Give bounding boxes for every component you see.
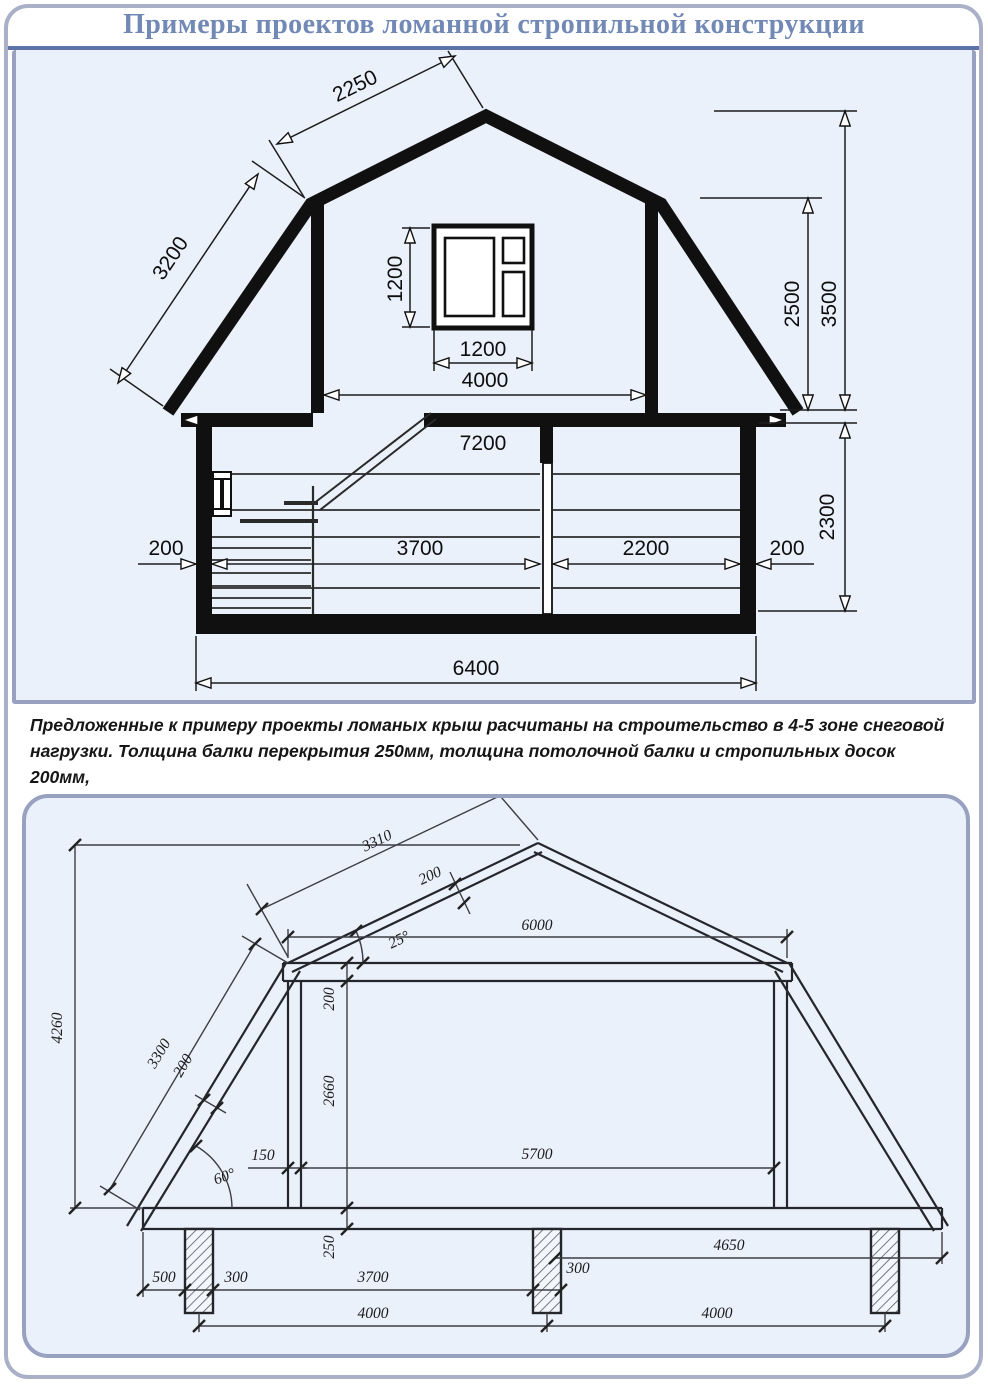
dim-label-wall-height: 2660 xyxy=(321,1075,338,1107)
post-left xyxy=(185,1229,213,1313)
dim-label-mid-span: 3700 xyxy=(357,1269,389,1286)
floor-slab xyxy=(196,614,756,634)
interior-cladding-lines xyxy=(212,474,740,588)
dim-label-slope-lower: 3200 xyxy=(148,232,194,285)
partition-stub xyxy=(540,427,553,463)
dim-bottom-row xyxy=(138,537,814,569)
dim-attic-width xyxy=(324,369,646,400)
dim-mid-row xyxy=(248,1146,780,1174)
dim-window-height xyxy=(384,228,430,327)
dim-label-top-angle: 25° xyxy=(385,927,413,953)
dim-window-width xyxy=(434,330,532,371)
page-title: Примеры проектов ломанной стропильной конструкции xyxy=(123,9,865,40)
dim-label-lower-rafter-width: 200 xyxy=(169,1051,197,1081)
dim-ceiling-span xyxy=(282,917,793,958)
dim-label-bottom-span-right: 4000 xyxy=(701,1305,733,1322)
frame-drawing-panel xyxy=(22,794,970,1358)
dim-total-height xyxy=(49,839,520,1214)
dim-label-ridge-height: 3500 xyxy=(818,280,841,328)
dim-label-beam-height: 200 xyxy=(321,987,338,1011)
dim-label-left-post-width: 300 xyxy=(224,1269,248,1286)
dim-label-inner-width: 7200 xyxy=(459,432,507,455)
dim-label-upper-rafter-width: 200 xyxy=(415,863,445,889)
description-line-1: Предложенные к примеру проекты ломаных крыш расчитаны на строительство в 4-5 зоне снеговой xyxy=(30,715,945,735)
dim-lower-rafter xyxy=(100,936,288,1210)
section-drawing xyxy=(16,50,972,700)
dim-label-interior-span: 5700 xyxy=(521,1146,553,1163)
post-right xyxy=(871,1229,899,1313)
dim-slope-lower xyxy=(110,161,305,406)
dim-label-floor-beam-height: 250 xyxy=(321,1235,338,1259)
dim-heights-right xyxy=(700,111,857,410)
foundation-posts xyxy=(185,1229,899,1313)
attic-wall-right xyxy=(645,199,658,413)
dim-label-upper-rafter-length: 3310 xyxy=(359,826,395,856)
staircase xyxy=(212,413,436,614)
partition-post xyxy=(543,463,552,614)
side-window xyxy=(213,472,231,516)
dim-label-room-left: 3700 xyxy=(396,537,444,560)
dim-label-mid-post-width: 300 xyxy=(566,1260,590,1277)
dim-label-wall-right: 200 xyxy=(769,537,805,560)
dim-label-lower-rafter-length: 3300 xyxy=(143,1036,175,1072)
dim-label-bottom-span-left: 4000 xyxy=(357,1305,389,1322)
dim-label-floor-height: 2300 xyxy=(816,493,839,541)
dim-bottom-angle xyxy=(190,1140,238,1208)
wall-left xyxy=(196,427,212,614)
section-drawing-panel xyxy=(12,50,976,704)
dim-label-stud-width: 150 xyxy=(251,1147,275,1164)
dim-vertical-stack xyxy=(321,957,353,1259)
attic-floor-left xyxy=(181,413,313,427)
dim-label-total-height: 4260 xyxy=(49,1012,66,1044)
dim-label-window-height: 1200 xyxy=(384,255,407,303)
dim-label-total-width: 6400 xyxy=(452,657,500,680)
truss-structure xyxy=(127,843,948,1231)
post-middle xyxy=(533,1229,561,1313)
attic-floor-right xyxy=(424,413,786,427)
frame-drawing xyxy=(26,798,966,1354)
description-line-2: нагрузки. Толщина балки перекрытия 250мм, толщина потолочной балки и стропильных досок 200мм, xyxy=(30,741,896,787)
dim-label-right-span: 4650 xyxy=(713,1237,745,1254)
dim-label-room-right: 2200 xyxy=(622,537,670,560)
dim-label-attic-width: 4000 xyxy=(461,369,509,392)
dim-floor-height xyxy=(758,423,857,611)
dim-label-bottom-angle: 60° xyxy=(211,1165,238,1189)
dim-label-eave-overhang: 500 xyxy=(152,1269,176,1286)
dim-total-width xyxy=(196,636,756,691)
wall-right xyxy=(740,427,756,614)
dim-label-wall-left: 200 xyxy=(148,537,184,560)
attic-wall-left xyxy=(311,199,324,413)
attic-window xyxy=(434,226,532,328)
dim-label-slope-upper: 2250 xyxy=(329,65,382,107)
dim-label-attic-height: 2500 xyxy=(781,280,804,328)
dim-label-ceiling-span: 6000 xyxy=(521,917,553,934)
dim-label-window-width: 1200 xyxy=(459,338,507,361)
